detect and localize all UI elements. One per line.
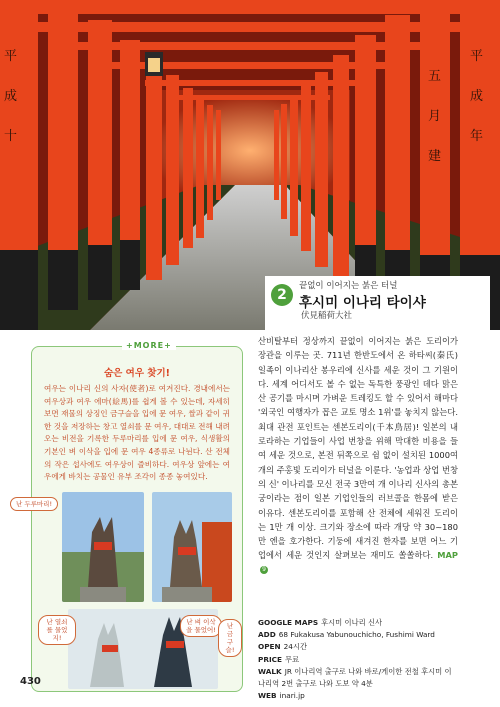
info-block	[258, 617, 458, 702]
svg-text:成: 成	[470, 89, 484, 104]
more-title: 숨은 여우 찾기!	[103, 368, 170, 379]
bubble-scroll: 난 두루마리!	[10, 497, 58, 511]
place-subtitle: 끝없이 이어지는 붉은 터널	[299, 281, 398, 291]
map-number: 9	[260, 566, 268, 574]
svg-text:十: 十	[4, 129, 18, 144]
page-number: 430	[20, 676, 41, 687]
info-row-walk: WALK JR 이나리역 출구로 나와 바로/게이한 전철 후시미 이나리역 2번 출구로 나와 도보 약 4분	[258, 666, 452, 689]
more-text: 여우는 이나리 신의 사자(使者)로 여겨진다. 경내에서는 여우상과 여우 에마(絵馬)를 쉽게 볼 수 있는데, 자세히 보면 재물의 상징인 금구슬을 입에 문 여우, 쌀과 같이 귀한 것을 저장하는 창고 열쇠를 문 여우, 대대로 전해 내려오는 비전을 기록한 두루마리를 입에 문 여우, 식생활의 기본인 벼 이삭을 입에 문 여우 4종류로 나뉜다. 산 전체의 작은 섭사에도 여우상이 즐비하다. 여우상 앞에는 여우에게 바치는 공물인 유부 조각이 종종 놓여있다.	[44, 384, 230, 482]
info-row-web[interactable]: WEB inari.jp	[258, 691, 305, 701]
info-row-google-maps: GOOGLE MAPS 후시미 이나리 신사	[258, 618, 383, 627]
info-row-open: OPEN 24시간	[258, 642, 308, 652]
bubble-key: 난 열쇠를 물었지!	[38, 615, 76, 645]
svg-text:月: 月	[428, 109, 442, 124]
more-tag: +MORE+	[122, 341, 176, 350]
svg-text:平: 平	[470, 49, 484, 64]
bubble-gold: 난 금구슬!	[218, 619, 242, 657]
place-title: 후시미 이나리 타이샤	[299, 295, 426, 311]
svg-text:建: 建	[428, 149, 442, 164]
svg-text:平: 平	[4, 49, 18, 64]
place-header	[265, 276, 490, 330]
place-title-japanese: 伏見稲荷大社	[301, 311, 353, 321]
svg-text:年: 年	[470, 129, 484, 144]
fox-photo-scroll	[62, 492, 144, 602]
hero-photo	[0, 0, 500, 330]
bubble-rice: 난 벼 이삭을 물었어!	[180, 615, 222, 637]
info-row-address: ADD 68 Fukakusa Yabunouchicho, Fushimi Ward	[258, 630, 435, 640]
svg-text:成: 成	[4, 89, 18, 104]
svg-text:五: 五	[428, 69, 442, 84]
body-paragraph	[258, 334, 458, 577]
info-row-price: PRICE 무료	[258, 654, 300, 664]
fox-photo-key	[152, 492, 232, 602]
map-reference[interactable]: MAP	[437, 550, 459, 561]
place-number-badge: 2	[271, 284, 293, 306]
body-text: 산비탈부터 정상까지 끝없이 이어지는 붉은 도리이가 장관을 이루는 곳. 711년 한반도에서 온 하타씨(秦氏) 일족이 이나리산 봉우리에 신사를 세운 것이 그 기원이다. 세계 어디서도 볼 수 없는 독특한 풍광인 데다 맑은 산 공기를 마시며 가벼운 트레킹도 할 수 있어서 해마다 '외국인 여행자가 꼽은 교토 명소 1위'를 놓치지 않는다. 최대 관전 포인트는 센본도리이(千本鳥居)! 일본의 내로라하는 기업들이 사업 번창을 위해 막대한 비용을 들여 세운 것으로, 본전 뒤쪽으로 쉼 없이 설치된 1000여 개의 주홍빛 도리이가 터널을 이룬다. '농업과 상업 번창의 신' 이나리를 모신 전국 3만여 개 이나리 신사의 총본궁이라는 점이 일본 기업인들의 러브콜을 한몸에 받은 이유다. 센본도리이를 포함해 산 전체에 세워진 도리이는 1만 개 이상. 크기와 장소에 따라 개당 약 30~180만 엔을 호가한다. 기둥에 새겨진 한자를 보면 어느 기업에서 세운 것인지 살펴보는 재미도 쏠쏠하다.	[258, 336, 458, 561]
